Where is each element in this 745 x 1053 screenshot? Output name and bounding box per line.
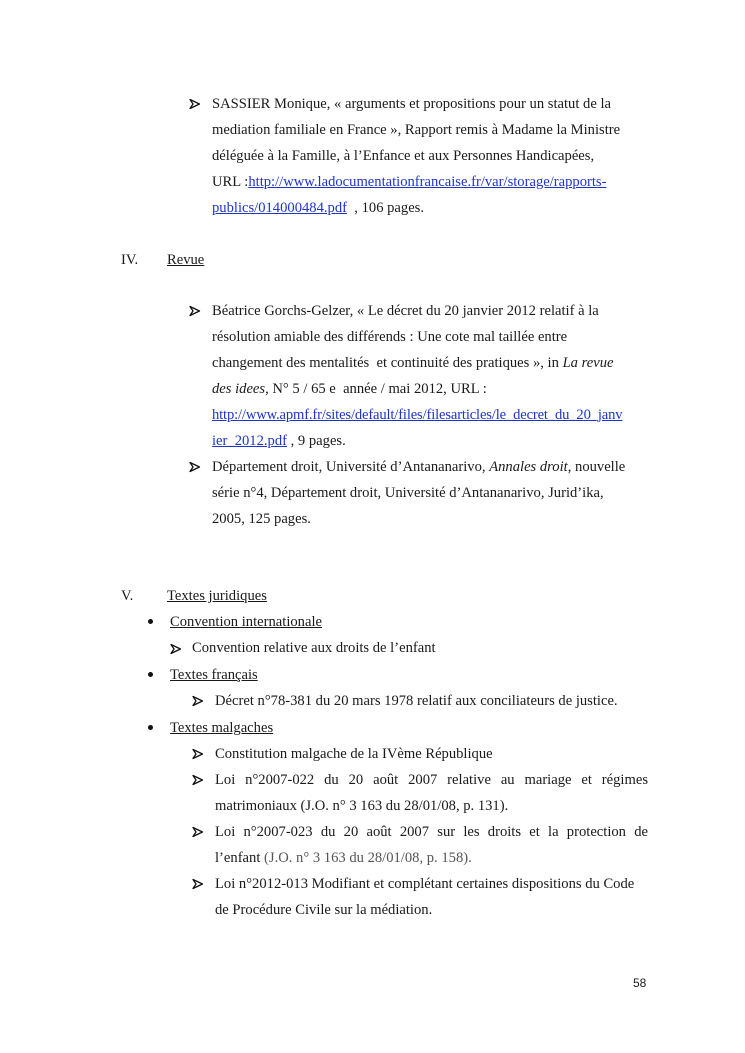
list-item-continued: de Procédure Civile sur la médiation. [215,902,433,918]
arrow-bullet-icon [192,748,204,760]
sassier-url-link[interactable]: http://www.ladocumentationfrancaise.fr/var/storage/rapports- [248,174,607,190]
entry-text: changement des mentalités et continuité des pratiques », in [212,355,563,371]
list-item: Loi n°2007-023 du 20 août 2007 sur les droits et la protection de [215,824,648,840]
list-item: Décret n°78-381 du 20 mars 1978 relatif aux conciliateurs de justice. [215,693,618,709]
entry-text: Département droit, Université d’Antananarivo, [212,459,490,475]
arrow-bullet-icon [189,305,201,317]
arrow-bullet-icon [189,98,201,110]
entry-text-line: mediation familiale en France », Rapport remis à Madame la Ministre [212,122,621,138]
gorchs-url-link-continued[interactable]: ier_2012.pdf [212,433,287,449]
section-numeral: V. [121,588,134,604]
gorchs-url-link[interactable]: http://www.apmf.fr/sites/default/files/filesarticles/le_decret_du_20_janv [212,407,623,423]
entry-text-line [212,406,622,424]
entry-text: l’enfant [215,850,265,866]
list-item: Loi n°2012-013 Modifiant et complétant certaines dispositions du Code [215,876,635,892]
group-title: Convention internationale [170,614,322,630]
bullet-dot-icon [148,672,153,677]
section-numeral: IV. [121,252,139,268]
page-count: , 106 pages. [347,200,425,216]
journal-title-continued: des idees [212,381,266,397]
list-item-continued [215,849,472,867]
entry-text-line: Béatrice Gorchs-Gelzer, « Le décret du 20 janvier 2012 relatif à la [212,303,599,319]
sassier-url-link-continued[interactable]: publics/014000484.pdf [212,200,347,216]
arrow-bullet-icon [192,695,204,707]
section-title: Textes juridiques [167,588,267,604]
arrow-bullet-icon [192,826,204,838]
list-item: Convention relative aux droits de l’enfant [192,640,436,656]
url-label: URL : [212,174,249,190]
arrow-bullet-icon [189,461,201,473]
group-title: Textes français [170,667,258,683]
entry-text-line: SASSIER Monique, « arguments et propositions pour un statut de la [212,96,612,112]
journal-title: Annales droit [489,459,568,475]
list-item: Constitution malgache de la IVème République [215,746,493,762]
entry-text-line: déléguée à la Famille, à l’Enfance et aux Personnes Handicapées, [212,148,595,164]
arrow-bullet-icon [192,774,204,786]
entry-text-line: série n°4, Département droit, Université d’Antananarivo, Jurid’ika, [212,485,604,501]
list-item: Loi n°2007-022 du 20 août 2007 relative au mariage et régimes [215,772,648,788]
page-count: , 9 pages. [286,433,346,449]
entry-text: , N° 5 / 65 e année / mai 2012, URL : [265,381,487,397]
list-item-continued: matrimoniaux (J.O. n° 3 163 du 28/01/08, p. 131). [215,798,509,814]
entry-text-line [212,199,424,217]
journal-reference: (J.O. n° 3 163 du 28/01/08, p. 158). [264,850,472,866]
entry-text-line [212,173,606,191]
arrow-bullet-icon [192,878,204,890]
entry-text: , nouvelle [567,459,626,475]
section-title: Revue [167,252,205,268]
entry-text-line [212,354,614,372]
entry-text-line: résolution amiable des différends : Une cote mal taillée entre [212,329,568,345]
entry-text-line: 2005, 125 pages. [212,511,311,527]
bullet-dot-icon [148,619,153,624]
entry-text-line [212,380,487,398]
journal-title: La revue [562,355,614,371]
bullet-dot-icon [148,725,153,730]
entry-text-line [212,458,625,476]
page-number: 58 [633,976,647,990]
group-title: Textes malgaches [170,720,274,736]
arrow-bullet-icon [170,643,182,655]
entry-text-line [212,432,346,450]
